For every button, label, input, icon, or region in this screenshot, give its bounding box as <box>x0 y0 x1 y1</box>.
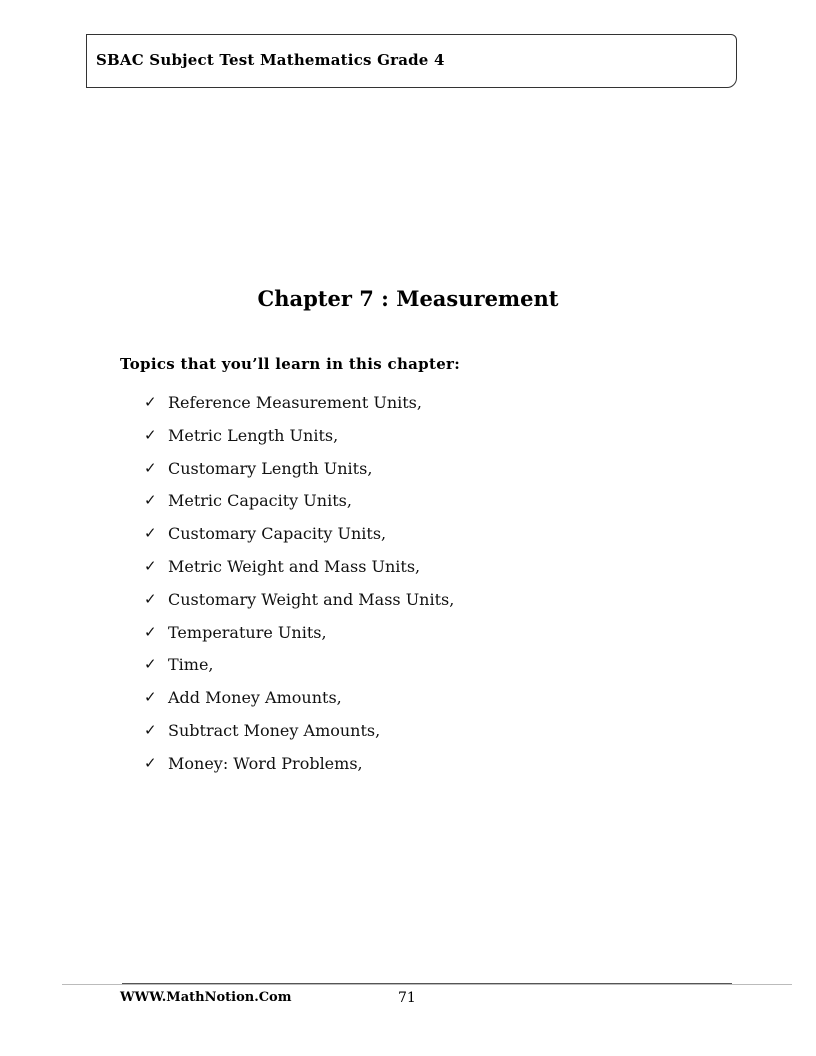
topic-label: Metric Length Units, <box>168 425 339 445</box>
topic-label: Subtract Money Amounts, <box>168 720 381 740</box>
topic-item <box>144 654 454 687</box>
topic-item <box>144 589 454 622</box>
checkmark-icon: ✓ <box>144 753 157 772</box>
topic-label: Temperature Units, <box>168 622 327 642</box>
topic-list <box>144 392 454 786</box>
topic-item <box>144 392 454 425</box>
checkmark-icon: ✓ <box>144 622 157 641</box>
checkmark-icon: ✓ <box>144 458 157 477</box>
checkmark-icon: ✓ <box>144 393 157 411</box>
topic-item <box>144 720 454 753</box>
topic-item <box>144 556 454 589</box>
topic-item <box>144 622 454 655</box>
chapter-title: Chapter 7 : Measurement <box>257 286 559 311</box>
checkmark-icon: ✓ <box>144 655 157 674</box>
checkmark-icon: ✓ <box>144 720 157 739</box>
topic-label: Reference Measurement Units, <box>168 393 422 412</box>
topic-label: Metric Capacity Units, <box>168 491 352 511</box>
running-header-title: SBAC Subject Test Mathematics Grade 4 <box>96 51 445 69</box>
topic-item <box>144 490 454 523</box>
topic-label: Money: Word Problems, <box>168 753 363 773</box>
checkmark-icon: ✓ <box>144 589 157 608</box>
topic-label: Customary Weight and Mass Units, <box>168 589 455 609</box>
topic-item <box>144 753 454 786</box>
footer-divider-faint <box>62 984 792 985</box>
topic-label: Customary Length Units, <box>168 458 373 478</box>
running-header-box <box>86 34 737 88</box>
checkmark-icon: ✓ <box>144 688 157 707</box>
page-number: 71 <box>398 990 416 1006</box>
topic-item <box>144 523 454 556</box>
topics-heading: Topics that you’ll learn in this chapter: <box>120 355 461 373</box>
checkmark-icon: ✓ <box>144 491 157 510</box>
topic-label: Customary Capacity Units, <box>168 524 387 544</box>
checkmark-icon: ✓ <box>144 425 157 444</box>
topic-item <box>144 687 454 720</box>
checkmark-icon: ✓ <box>144 524 157 543</box>
topic-label: Metric Weight and Mass Units, <box>168 556 421 576</box>
footer-divider <box>122 983 732 984</box>
topic-label: Time, <box>168 655 214 675</box>
footer-website: WWW.MathNotion.Com <box>120 990 292 1005</box>
topic-item <box>144 425 454 458</box>
topic-label: Add Money Amounts, <box>168 688 342 708</box>
checkmark-icon: ✓ <box>144 556 157 575</box>
topic-item <box>144 458 454 491</box>
